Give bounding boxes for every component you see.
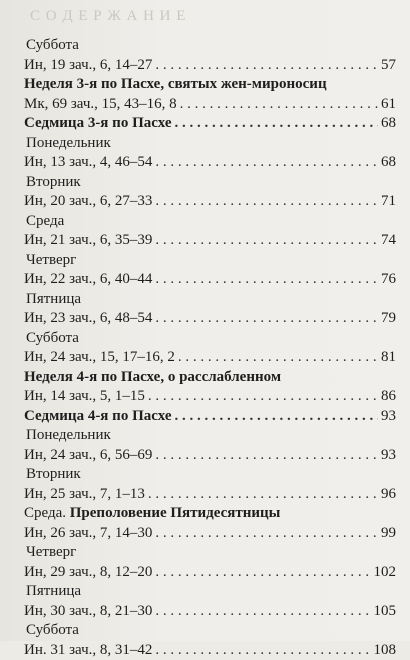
toc-entry xyxy=(24,173,396,193)
toc-entry xyxy=(24,465,396,485)
page-number: 57 xyxy=(381,56,396,76)
toc-entry-text: Ин, 24 зач., 6, 56–69 xyxy=(24,446,152,466)
dot-leader xyxy=(174,407,378,427)
dot-leader xyxy=(174,114,378,134)
toc-entry-text: Ин, 30 зач., 8, 21–30 xyxy=(24,602,152,622)
toc-entry-text: Пятница xyxy=(26,582,81,602)
dot-leader xyxy=(155,563,370,583)
dot-leader xyxy=(155,446,378,466)
table-of-contents xyxy=(24,36,396,660)
page-number: 96 xyxy=(381,485,396,505)
toc-entry xyxy=(24,348,396,368)
toc-entry xyxy=(24,446,396,466)
toc-entry-text: Суббота xyxy=(26,36,79,56)
toc-entry xyxy=(24,290,396,310)
toc-entry xyxy=(24,368,396,388)
toc-entry-text: Седмица 3-я по Пасхе xyxy=(24,114,171,134)
toc-entry-text: Ин, 23 зач., 6, 48–54 xyxy=(24,309,152,329)
page-number: 68 xyxy=(381,114,396,134)
toc-entry xyxy=(24,485,396,505)
toc-entry-text: Вторник xyxy=(26,173,81,193)
toc-entry-text: Понедельник xyxy=(26,134,111,154)
page-number: 68 xyxy=(381,153,396,173)
toc-entry-text: Ин, 20 зач., 6, 27–33 xyxy=(24,192,152,212)
dot-leader xyxy=(155,524,378,544)
toc-entry xyxy=(24,387,396,407)
toc-entry-text: Четверг xyxy=(26,543,76,563)
toc-entry xyxy=(24,582,396,602)
toc-entry xyxy=(24,524,396,544)
toc-entry xyxy=(24,114,396,134)
toc-entry-text: Ин, 25 зач., 7, 1–13 xyxy=(24,485,145,505)
toc-entry-text: Ин. 31 зач., 8, 31–42 xyxy=(24,641,152,660)
page-number: 93 xyxy=(381,407,396,427)
toc-entry xyxy=(24,212,396,232)
toc-entry xyxy=(24,56,396,76)
dot-leader xyxy=(155,641,370,660)
toc-entry xyxy=(24,621,396,641)
toc-entry xyxy=(24,309,396,329)
toc-entry-feast: Преполовение Пятидесятницы xyxy=(70,505,281,521)
toc-entry-text xyxy=(24,504,280,524)
dot-leader xyxy=(148,485,378,505)
toc-entry xyxy=(24,407,396,427)
toc-entry-text: Ин, 26 зач., 7, 14–30 xyxy=(24,524,152,544)
page-number: 86 xyxy=(381,387,396,407)
toc-entry-text: Пятница xyxy=(26,290,81,310)
dot-leader xyxy=(155,231,378,251)
toc-entry xyxy=(24,504,396,524)
bleed-through-text: С О Д Е Р Ж А Н И Е xyxy=(0,0,410,30)
dot-leader xyxy=(148,387,378,407)
toc-entry xyxy=(24,270,396,290)
dot-leader xyxy=(155,153,378,173)
dot-leader xyxy=(155,309,378,329)
page-number: 81 xyxy=(381,348,396,368)
page-number: 79 xyxy=(381,309,396,329)
toc-entry-text: Суббота xyxy=(26,329,79,349)
toc-entry-text: Суббота xyxy=(26,621,79,641)
toc-entry xyxy=(24,134,396,154)
toc-entry-text: Седмица 4-я по Пасхе xyxy=(24,407,171,427)
toc-entry xyxy=(24,426,396,446)
toc-entry xyxy=(24,153,396,173)
toc-entry xyxy=(24,543,396,563)
page-number: 108 xyxy=(374,641,397,660)
toc-entry xyxy=(24,329,396,349)
dot-leader xyxy=(180,95,378,115)
toc-entry-text: Вторник xyxy=(26,465,81,485)
toc-entry xyxy=(24,36,396,56)
toc-entry-text: Ин, 19 зач., 6, 14–27 xyxy=(24,56,152,76)
toc-entry-text: Среда xyxy=(26,212,64,232)
toc-entry-text: Понедельник xyxy=(26,426,111,446)
toc-entry xyxy=(24,251,396,271)
dot-leader xyxy=(178,348,378,368)
toc-entry-text: Ин, 22 зач., 6, 40–44 xyxy=(24,270,152,290)
page-number: 102 xyxy=(374,563,397,583)
toc-entry xyxy=(24,641,396,660)
toc-entry xyxy=(24,192,396,212)
toc-entry-prefix: Среда. xyxy=(24,505,70,521)
toc-entry-text: Неделя 3-я по Пасхе, святых жен-мироносиц xyxy=(24,75,327,95)
toc-entry-text: Ин, 24 зач., 15, 17–16, 2 xyxy=(24,348,175,368)
page-number: 71 xyxy=(381,192,396,212)
toc-entry-text: Ин, 14 зач., 5, 1–15 xyxy=(24,387,145,407)
dot-leader xyxy=(155,192,378,212)
page-number: 99 xyxy=(381,524,396,544)
toc-entry xyxy=(24,602,396,622)
toc-entry-text: Ин, 21 зач., 6, 35–39 xyxy=(24,231,152,251)
dot-leader xyxy=(155,270,378,290)
toc-entry xyxy=(24,95,396,115)
toc-entry-text: Неделя 4-я по Пасхе, о расслабленном xyxy=(24,368,281,388)
toc-entry-text: Ин, 29 зач., 8, 12–20 xyxy=(24,563,152,583)
page-number: 61 xyxy=(381,95,396,115)
toc-entry xyxy=(24,75,396,95)
page-number: 74 xyxy=(381,231,396,251)
page-number: 105 xyxy=(374,602,397,622)
dot-leader xyxy=(155,602,370,622)
page-number: 76 xyxy=(381,270,396,290)
toc-entry xyxy=(24,563,396,583)
toc-entry xyxy=(24,231,396,251)
toc-entry-text: Ин, 13 зач., 4, 46–54 xyxy=(24,153,152,173)
dot-leader xyxy=(155,56,378,76)
page-number: 93 xyxy=(381,446,396,466)
toc-entry-text: Четверг xyxy=(26,251,76,271)
toc-entry-text: Мк, 69 зач., 15, 43–16, 8 xyxy=(24,95,177,115)
